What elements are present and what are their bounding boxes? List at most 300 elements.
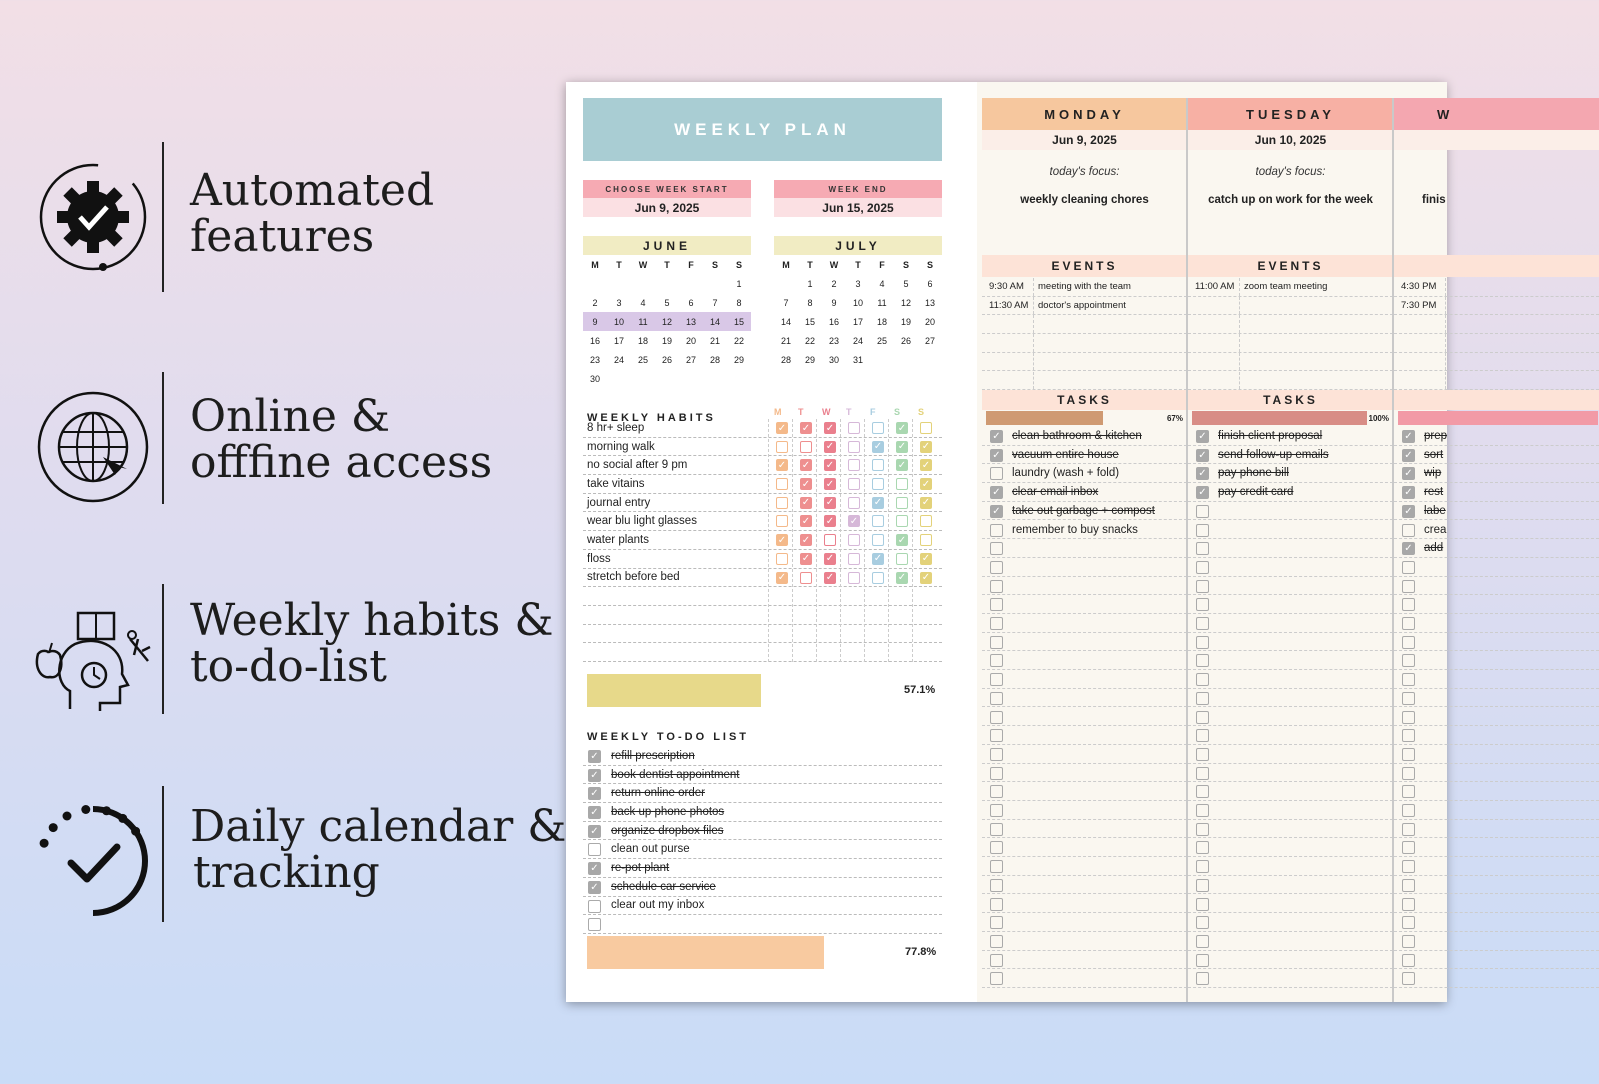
calendar-day[interactable]: 1: [807, 278, 813, 289]
habit-checkbox[interactable]: ✓: [825, 515, 835, 527]
calendar-day: [607, 369, 631, 388]
habit-checkbox[interactable]: ✓: [801, 497, 811, 509]
task-text[interactable]: remember to buy snacks: [1012, 523, 1138, 536]
task-checkbox[interactable]: [990, 542, 1003, 555]
task-checkbox[interactable]: ✓: [990, 449, 1003, 462]
event-text[interactable]: zoom team meeting: [1244, 281, 1328, 292]
todo-list: [583, 747, 942, 934]
task-checkbox[interactable]: [1196, 711, 1209, 724]
task-checkbox[interactable]: [1196, 542, 1209, 555]
task-checkbox[interactable]: [1196, 580, 1209, 593]
task-checkbox[interactable]: [990, 524, 1003, 537]
todo-checkbox[interactable]: ✓: [588, 787, 601, 800]
calendar-day[interactable]: 28: [780, 354, 791, 365]
calendar-day[interactable]: 19: [661, 335, 672, 346]
task-checkbox[interactable]: [1402, 636, 1415, 649]
habit-name: no social after 9 pm: [587, 459, 688, 472]
habit-checkbox[interactable]: ✓: [921, 572, 931, 583]
event-row: [1394, 297, 1599, 316]
todo-row: [583, 803, 942, 822]
todo-progress-label: 77.8%: [905, 946, 937, 958]
task-row: [1188, 838, 1393, 857]
calendar-day[interactable]: 29: [804, 354, 815, 365]
task-row: [1188, 726, 1393, 745]
habit-checkbox[interactable]: [896, 515, 908, 527]
task-row: [1394, 577, 1599, 596]
habit-checkbox[interactable]: [872, 478, 884, 490]
task-checkbox[interactable]: [1196, 729, 1209, 742]
task-checkbox[interactable]: [990, 954, 1003, 967]
task-checkbox[interactable]: [990, 598, 1003, 611]
task-checkbox[interactable]: [1196, 860, 1209, 873]
calendar-day[interactable]: 24: [852, 335, 863, 346]
calendar-day[interactable]: 9: [583, 312, 607, 331]
event-divider: [1033, 315, 1034, 333]
habit-checkbox[interactable]: [776, 441, 788, 453]
todo-checkbox[interactable]: [588, 843, 601, 856]
habit-checkbox[interactable]: ✓: [825, 441, 835, 453]
calendar-day[interactable]: 7: [783, 297, 789, 308]
habit-day-header: M: [774, 407, 782, 417]
calendar-day[interactable]: 5: [664, 297, 670, 308]
task-checkbox[interactable]: [1196, 561, 1209, 574]
task-checkbox[interactable]: [1196, 879, 1209, 892]
task-checkbox[interactable]: [1196, 524, 1209, 537]
task-checkbox[interactable]: ✓: [1196, 430, 1209, 443]
habit-checkbox[interactable]: ✓: [825, 478, 835, 490]
calendar-day[interactable]: 20: [924, 316, 935, 327]
calendar-day[interactable]: 23: [828, 335, 839, 346]
task-checkbox[interactable]: [1402, 748, 1415, 761]
day-separator: [1186, 98, 1188, 1002]
task-checkbox[interactable]: [990, 823, 1003, 836]
task-checkbox[interactable]: [990, 654, 1003, 667]
calendar-day[interactable]: 15: [727, 312, 751, 331]
feature-line: Automated: [190, 165, 435, 216]
habit-checkbox[interactable]: ✓: [897, 534, 907, 546]
calendar-day[interactable]: 29: [733, 354, 744, 365]
todo-row: [583, 784, 942, 803]
task-text[interactable]: send follow-up emails: [1218, 448, 1329, 461]
calendar-day[interactable]: 17: [852, 316, 863, 327]
weekday-header: S: [902, 259, 909, 270]
habit-checkbox[interactable]: [872, 459, 884, 471]
todo-checkbox[interactable]: ✓: [588, 750, 601, 763]
calendar-day[interactable]: 30: [828, 354, 839, 365]
calendar-day[interactable]: 4: [640, 297, 646, 308]
habit-checkbox[interactable]: [872, 534, 884, 546]
calendar-day[interactable]: 14: [780, 316, 791, 327]
calendar-day[interactable]: 22: [733, 335, 744, 346]
task-text[interactable]: crea: [1424, 523, 1447, 536]
habit-checkbox[interactable]: ✓: [801, 422, 811, 434]
task-checkbox[interactable]: [1196, 916, 1209, 929]
weekday-header: M: [591, 259, 599, 270]
calendar-day[interactable]: 3: [855, 278, 861, 289]
todo-text[interactable]: refill prescription: [611, 749, 695, 762]
todo-checkbox[interactable]: ✓: [588, 862, 601, 875]
day-name: TUESDAY: [1188, 98, 1393, 130]
calendar-day[interactable]: 21: [780, 335, 791, 346]
task-checkbox[interactable]: [990, 692, 1003, 705]
calendar-day[interactable]: 18: [876, 316, 887, 327]
calendar-day[interactable]: 13: [679, 312, 703, 331]
task-checkbox[interactable]: [1402, 598, 1415, 611]
calendar-day[interactable]: 25: [637, 354, 648, 365]
calendar-day[interactable]: 2: [831, 278, 837, 289]
task-checkbox[interactable]: [990, 972, 1003, 985]
calendar-day[interactable]: 6: [927, 278, 933, 289]
task-checkbox[interactable]: [1402, 823, 1415, 836]
task-checkbox[interactable]: [990, 879, 1003, 892]
habit-checkbox[interactable]: [896, 478, 908, 490]
task-checkbox[interactable]: [1196, 598, 1209, 611]
task-checkbox[interactable]: [1196, 841, 1209, 854]
task-checkbox[interactable]: [990, 617, 1003, 630]
habit-checkbox[interactable]: ✓: [921, 497, 931, 509]
habit-checkbox[interactable]: [920, 422, 932, 434]
calendar-day[interactable]: 28: [709, 354, 720, 365]
task-checkbox[interactable]: [1402, 692, 1415, 705]
task-checkbox[interactable]: [1196, 804, 1209, 817]
task-checkbox[interactable]: [1196, 954, 1209, 967]
habit-checkbox[interactable]: [920, 515, 932, 527]
todo-text[interactable]: back up phone photos: [611, 805, 725, 818]
habit-checkbox[interactable]: ✓: [801, 553, 811, 565]
habit-checkbox[interactable]: ✓: [873, 553, 883, 565]
task-checkbox[interactable]: [990, 561, 1003, 574]
task-checkbox[interactable]: [1402, 916, 1415, 929]
todo-checkbox[interactable]: ✓: [588, 881, 601, 894]
task-row: [982, 708, 1187, 727]
event-divider: [1445, 334, 1446, 352]
calendar-day[interactable]: 21: [709, 335, 720, 346]
habit-checkbox[interactable]: [848, 459, 860, 471]
habit-checkbox[interactable]: [872, 422, 884, 434]
task-checkbox[interactable]: [1402, 767, 1415, 780]
todo-checkbox[interactable]: [588, 918, 601, 931]
task-row: [982, 521, 1187, 540]
calendar-day[interactable]: 14: [703, 312, 727, 331]
task-checkbox[interactable]: [1402, 617, 1415, 630]
task-text[interactable]: rest: [1424, 486, 1444, 499]
calendar-day[interactable]: 13: [924, 297, 935, 308]
task-checkbox[interactable]: [1196, 785, 1209, 798]
todo-checkbox[interactable]: [588, 900, 601, 913]
habit-checkbox[interactable]: ✓: [897, 459, 907, 471]
task-checkbox[interactable]: [990, 935, 1003, 948]
habit-checkbox[interactable]: ✓: [801, 478, 811, 490]
habit-checkbox[interactable]: ✓: [777, 422, 787, 434]
task-text[interactable]: pay phone bill: [1218, 467, 1289, 480]
habit-checkbox[interactable]: ✓: [873, 497, 883, 509]
task-checkbox[interactable]: [1402, 561, 1415, 574]
task-text[interactable]: pay credit card: [1218, 486, 1294, 499]
habit-checkbox[interactable]: [848, 553, 860, 565]
calendar-day[interactable]: 27: [924, 335, 935, 346]
calendar-july: [774, 236, 942, 369]
habit-checkbox[interactable]: ✓: [921, 478, 931, 490]
calendar-day[interactable]: 6: [688, 297, 694, 308]
habit-checkbox[interactable]: ✓: [921, 441, 931, 453]
calendar-day[interactable]: 10: [607, 312, 631, 331]
calendar-day[interactable]: 16: [589, 335, 600, 346]
calendar-day[interactable]: 4: [879, 278, 885, 289]
calendar-day[interactable]: 7: [712, 297, 718, 308]
calendar-day[interactable]: 8: [736, 297, 742, 308]
calendar-day[interactable]: 1: [736, 278, 742, 289]
day-column-2: [1394, 98, 1599, 1002]
task-checkbox[interactable]: [1196, 767, 1209, 780]
task-checkbox[interactable]: [1402, 524, 1415, 537]
habit-checkbox[interactable]: ✓: [873, 441, 883, 453]
habit-checkbox[interactable]: ✓: [921, 553, 931, 565]
calendar-day: [655, 369, 679, 388]
habit-checkbox[interactable]: [776, 478, 788, 490]
task-text[interactable]: prep: [1424, 430, 1448, 442]
habit-checkbox[interactable]: [872, 515, 884, 527]
habit-checkbox[interactable]: ✓: [897, 572, 907, 583]
task-checkbox[interactable]: [990, 898, 1003, 911]
calendar-day[interactable]: 12: [900, 297, 911, 308]
todo-checkbox[interactable]: ✓: [588, 825, 601, 838]
habit-checkbox[interactable]: ✓: [825, 422, 835, 434]
calendar-day[interactable]: 25: [876, 335, 887, 346]
todo-text[interactable]: return online order: [611, 787, 705, 800]
habit-checkbox[interactable]: [776, 515, 788, 527]
task-checkbox[interactable]: [990, 804, 1003, 817]
task-checkbox[interactable]: [1196, 654, 1209, 667]
week-start-label: CHOOSE WEEK START: [583, 180, 751, 198]
todo-checkbox[interactable]: ✓: [588, 806, 601, 819]
task-checkbox[interactable]: [990, 916, 1003, 929]
calendar-day[interactable]: 19: [900, 316, 911, 327]
calendar-day[interactable]: 10: [852, 297, 863, 308]
calendar-day[interactable]: 26: [900, 335, 911, 346]
task-text[interactable]: clean bathroom & kitchen: [1012, 430, 1142, 442]
task-row: [1394, 614, 1599, 633]
task-checkbox[interactable]: [1196, 823, 1209, 836]
calendar-day[interactable]: 18: [637, 335, 648, 346]
habit-checkbox[interactable]: ✓: [825, 572, 835, 583]
event-text[interactable]: meeting with the team: [1038, 281, 1131, 292]
task-row: [982, 838, 1187, 857]
task-text[interactable]: sort: [1424, 448, 1444, 461]
calendar-day[interactable]: 15: [804, 316, 815, 327]
task-checkbox[interactable]: [1402, 785, 1415, 798]
task-row: [982, 932, 1187, 951]
task-checkbox[interactable]: [1196, 505, 1209, 518]
calendar-day[interactable]: 11: [877, 297, 887, 308]
task-checkbox[interactable]: [1402, 654, 1415, 667]
todo-text[interactable]: schedule car service: [611, 880, 716, 893]
task-checkbox[interactable]: [1402, 935, 1415, 948]
task-checkbox[interactable]: [990, 748, 1003, 761]
task-checkbox[interactable]: [990, 580, 1003, 593]
task-checkbox[interactable]: [1402, 972, 1415, 985]
habit-checkbox[interactable]: [800, 572, 812, 584]
todo-row: [583, 897, 942, 916]
event-divider: [1239, 372, 1240, 390]
task-checkbox[interactable]: [990, 673, 1003, 686]
habit-checkbox[interactable]: ✓: [897, 441, 907, 453]
task-checkbox[interactable]: [1196, 748, 1209, 761]
task-row: [1188, 427, 1393, 446]
habit-checkbox[interactable]: [848, 497, 860, 509]
habit-name: take vitains: [587, 477, 645, 490]
calendar-day[interactable]: 8: [807, 297, 813, 308]
focus-text[interactable]: catch up on work for the week: [1208, 194, 1373, 206]
calendar-day[interactable]: 27: [685, 354, 696, 365]
task-checkbox[interactable]: [1402, 879, 1415, 892]
calendar-day[interactable]: 24: [613, 354, 624, 365]
task-checkbox[interactable]: ✓: [1402, 449, 1415, 462]
task-checkbox[interactable]: [1196, 617, 1209, 630]
task-checkbox[interactable]: [1196, 673, 1209, 686]
habit-checkbox[interactable]: ✓: [825, 553, 835, 565]
task-checkbox[interactable]: [1196, 636, 1209, 649]
task-text[interactable]: laundry (wash + fold): [1012, 467, 1120, 480]
calendar-day[interactable]: 26: [661, 354, 672, 365]
focus-text[interactable]: weekly cleaning chores: [1020, 194, 1149, 206]
calendar-day[interactable]: 31: [852, 354, 863, 365]
task-checkbox[interactable]: ✓: [1402, 430, 1415, 443]
habit-checkbox[interactable]: [848, 422, 860, 434]
task-text[interactable]: clear email inbox: [1012, 486, 1099, 499]
habit-name: wear blu light glasses: [587, 515, 697, 528]
habit-checkbox[interactable]: ✓: [777, 534, 787, 546]
calendar-day[interactable]: 5: [903, 278, 909, 289]
task-checkbox[interactable]: [1402, 804, 1415, 817]
task-checkbox[interactable]: [990, 785, 1003, 798]
feature-line: Online &: [190, 391, 391, 442]
habit-checkbox[interactable]: ✓: [801, 534, 811, 546]
task-checkbox[interactable]: [990, 860, 1003, 873]
task-checkbox[interactable]: [990, 467, 1003, 480]
habit-checkbox[interactable]: [896, 553, 908, 565]
calendar-day[interactable]: 30: [589, 373, 600, 384]
task-checkbox[interactable]: [1196, 692, 1209, 705]
task-text[interactable]: wip: [1424, 467, 1442, 480]
todo-text[interactable]: organize dropbox files: [611, 824, 724, 837]
task-checkbox[interactable]: [1402, 898, 1415, 911]
calendar-day[interactable]: 9: [831, 297, 837, 308]
week-start-value[interactable]: Jun 9, 2025: [583, 198, 751, 217]
task-checkbox[interactable]: [1402, 711, 1415, 724]
task-checkbox[interactable]: [990, 729, 1003, 742]
task-checkbox[interactable]: [1196, 898, 1209, 911]
todo-text[interactable]: re-pot plant: [611, 861, 670, 874]
event-row: [1188, 334, 1393, 353]
task-checkbox[interactable]: [1402, 860, 1415, 873]
task-checkbox[interactable]: [1196, 935, 1209, 948]
task-text[interactable]: add: [1424, 542, 1444, 555]
habit-checkbox[interactable]: [824, 534, 836, 546]
task-row: [1394, 483, 1599, 502]
calendar-day[interactable]: 20: [685, 335, 696, 346]
task-text[interactable]: labe: [1424, 504, 1446, 517]
habit-checkbox[interactable]: ✓: [825, 497, 835, 509]
task-text[interactable]: finish client proposal: [1218, 430, 1323, 442]
task-checkbox[interactable]: ✓: [1402, 467, 1415, 480]
habit-checkbox[interactable]: ✓: [801, 459, 811, 471]
task-checkbox[interactable]: [990, 636, 1003, 649]
calendar-day[interactable]: 12: [655, 312, 679, 331]
todo-text[interactable]: clear out my inbox: [611, 899, 705, 912]
task-checkbox[interactable]: ✓: [1402, 542, 1415, 555]
task-checkbox[interactable]: [1402, 729, 1415, 742]
task-checkbox[interactable]: ✓: [990, 430, 1003, 443]
habit-checkbox[interactable]: [848, 478, 860, 490]
task-checkbox[interactable]: ✓: [1402, 505, 1415, 518]
habit-checkbox[interactable]: ✓: [849, 515, 859, 527]
calendar-day[interactable]: 3: [616, 297, 622, 308]
week-start[interactable]: [583, 180, 751, 217]
task-checkbox[interactable]: ✓: [1196, 486, 1209, 499]
task-checkbox[interactable]: ✓: [1402, 486, 1415, 499]
calendar-day[interactable]: 23: [589, 354, 600, 365]
habit-checkbox[interactable]: [896, 497, 908, 509]
task-checkbox[interactable]: [990, 841, 1003, 854]
calendar-day[interactable]: 17: [613, 335, 624, 346]
task-row: [982, 913, 1187, 932]
habit-checkbox[interactable]: [848, 534, 860, 546]
focus-text[interactable]: finis: [1422, 194, 1446, 206]
task-checkbox[interactable]: ✓: [990, 505, 1003, 518]
calendar-day: [894, 350, 918, 369]
task-checkbox[interactable]: [1402, 673, 1415, 686]
habit-checkbox[interactable]: ✓: [921, 459, 931, 471]
task-checkbox[interactable]: [990, 767, 1003, 780]
task-checkbox[interactable]: ✓: [1196, 449, 1209, 462]
todo-checkbox[interactable]: ✓: [588, 769, 601, 782]
task-text[interactable]: vacuum entire house: [1012, 448, 1119, 461]
todo-text[interactable]: clean out purse: [611, 843, 690, 856]
habit-checkbox[interactable]: ✓: [801, 515, 811, 527]
habit-checkbox[interactable]: ✓: [777, 459, 787, 471]
habit-checkbox[interactable]: ✓: [777, 572, 787, 583]
calendar-day[interactable]: 22: [804, 335, 815, 346]
habit-checkbox[interactable]: ✓: [897, 422, 907, 434]
calendar-day[interactable]: 11: [631, 312, 655, 331]
task-checkbox[interactable]: [1402, 841, 1415, 854]
task-text[interactable]: take out garbage + compost: [1012, 504, 1155, 517]
tasks-progress-bar: [1398, 411, 1598, 425]
habit-checkbox[interactable]: ✓: [825, 459, 835, 471]
habit-checkbox[interactable]: [848, 441, 860, 453]
habit-checkbox[interactable]: [800, 441, 812, 453]
habit-checkbox[interactable]: [848, 572, 860, 584]
calendar-day[interactable]: 16: [828, 316, 839, 327]
todo-text[interactable]: book dentist appointment: [611, 768, 740, 781]
todo-title: WEEKLY TO-DO LIST: [587, 731, 750, 743]
calendar-day[interactable]: 2: [592, 297, 598, 308]
task-checkbox[interactable]: [990, 711, 1003, 724]
task-checkbox[interactable]: [1196, 972, 1209, 985]
task-checkbox[interactable]: ✓: [990, 486, 1003, 499]
task-checkbox[interactable]: ✓: [1196, 467, 1209, 480]
weekday-header: F: [879, 259, 885, 270]
habit-day-header: T: [846, 407, 852, 417]
habit-checkbox[interactable]: [920, 534, 932, 546]
habit-checkbox[interactable]: [776, 497, 788, 509]
task-checkbox[interactable]: [1402, 580, 1415, 593]
habit-checkbox[interactable]: [872, 572, 884, 584]
event-text[interactable]: doctor's appointment: [1038, 299, 1126, 311]
task-checkbox[interactable]: [1402, 954, 1415, 967]
habit-checkbox[interactable]: [776, 553, 788, 565]
habit-name: 8 hr+ sleep: [587, 421, 645, 434]
